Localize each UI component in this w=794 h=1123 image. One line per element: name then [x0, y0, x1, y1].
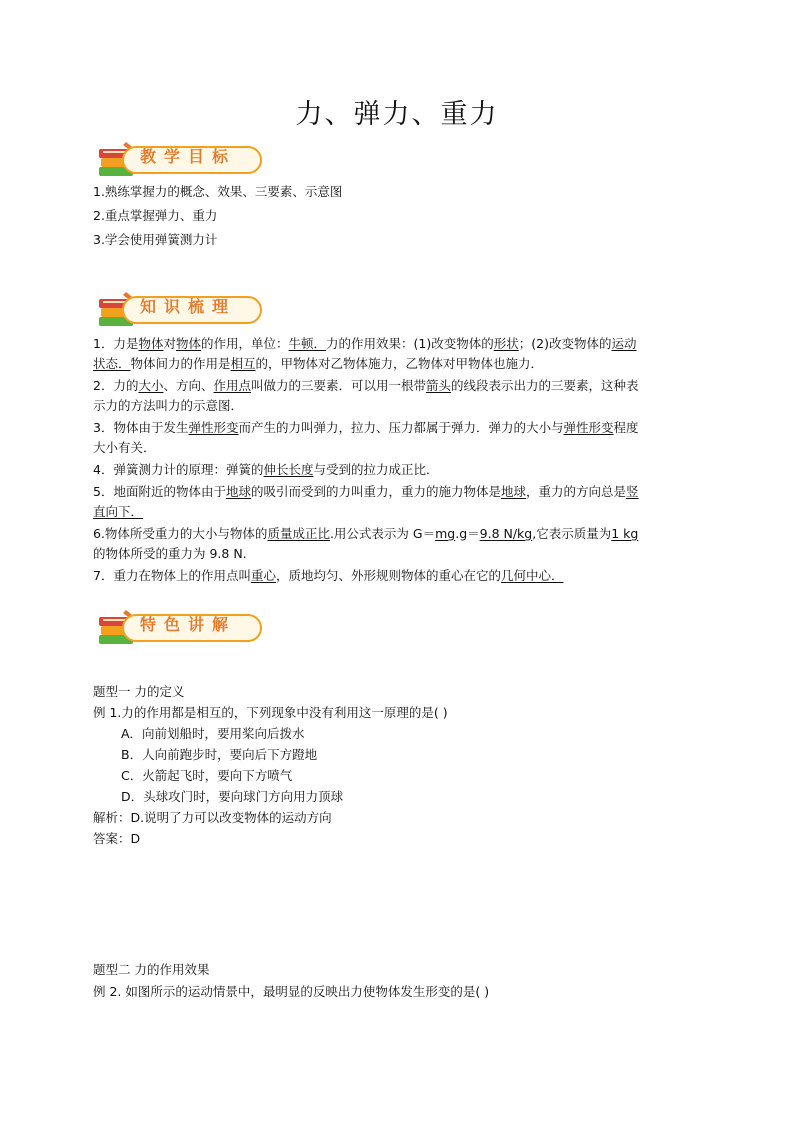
page-title: 力、弹力、重力 [295, 99, 499, 130]
knowledge-item-3: 3．物体由于发生弹性形变而产生的力叫弹力，拉力、压力都属于弹力．弹力的大小与弹性形变程度 [93, 420, 639, 435]
banner-label-goals: 教学目标 [140, 147, 237, 166]
section-banner-knowledge [96, 290, 266, 332]
knowledge-item-7: 7．重力在物体上的作用点叫重心，质地均匀、外形规则物体的重心在它的几何中心． [93, 568, 564, 583]
knowledge-item-1-cont: 状态．物体间力的作用是相互的，甲物体对乙物体施力，乙物体对甲物体也施力． [93, 356, 544, 371]
goal-item: 2.重点掌握弹力、重力 [93, 208, 218, 223]
knowledge-item-2-cont: 示力的方法叫力的示意图． [93, 398, 244, 413]
answer-option: C．火箭起飞时，要向下方喷气 [121, 768, 293, 783]
knowledge-item-6-cont: 的物体所受的重力为 9.8 N. [93, 546, 247, 561]
goal-item: 3.学会使用弹簧测力计 [93, 232, 218, 247]
knowledge-item-6: 6.物体所受重力的大小与物体的质量成正比.用公式表示为 G＝mg.g＝9.8 N/kg,它表示质量为1 kg [93, 526, 639, 541]
goal-item: 1.熟练掌握力的概念、效果、三要素、示意图 [93, 184, 343, 199]
knowledge-item-5-cont: 直向下． [93, 504, 144, 519]
example-question: 例 1.力的作用都是相互的，下列现象中没有利用这一原理的是( ) [93, 705, 448, 720]
knowledge-item-3-cont: 大小有关． [93, 440, 156, 455]
knowledge-item-1: 1．力是物体对物体的作用，单位：牛顿．力的作用效果：(1)改变物体的形状；(2)改变物体的运动 [93, 336, 637, 351]
banner-label-explain: 特色讲解 [140, 615, 237, 634]
banner-label-knowledge: 知识梳理 [140, 297, 237, 316]
section-banner-explain [96, 608, 266, 650]
answer-option: D．头球攻门时，要向球门方向用力顶球 [121, 789, 344, 804]
answer-text: 答案：D [93, 831, 141, 846]
analysis-text: 解析：D.说明了力可以改变物体的运动方向 [93, 810, 332, 825]
question-type-heading: 题型一 力的定义 [93, 684, 185, 699]
question-type-heading: 题型二 力的作用效果 [93, 962, 210, 977]
section-banner-goals [96, 140, 266, 182]
knowledge-item-5: 5．地面附近的物体由于地球的吸引而受到的力叫重力，重力的施力物体是地球，重力的方向总是竖 [93, 484, 639, 499]
answer-option: B．人向前跑步时，要向后下方蹬地 [121, 747, 318, 762]
knowledge-item-2: 2．力的大小、方向、作用点叫做力的三要素．可以用一根带箭头的线段表示出力的三要素，这种表 [93, 378, 639, 393]
answer-option: A．向前划船时，要用桨向后拨水 [121, 726, 305, 741]
example-question: 例 2. 如图所示的运动情景中，最明显的反映出力使物体发生形变的是( ) [93, 984, 490, 999]
knowledge-item-4: 4．弹簧测力计的原理：弹簧的伸长长度与受到的拉力成正比． [93, 462, 439, 477]
